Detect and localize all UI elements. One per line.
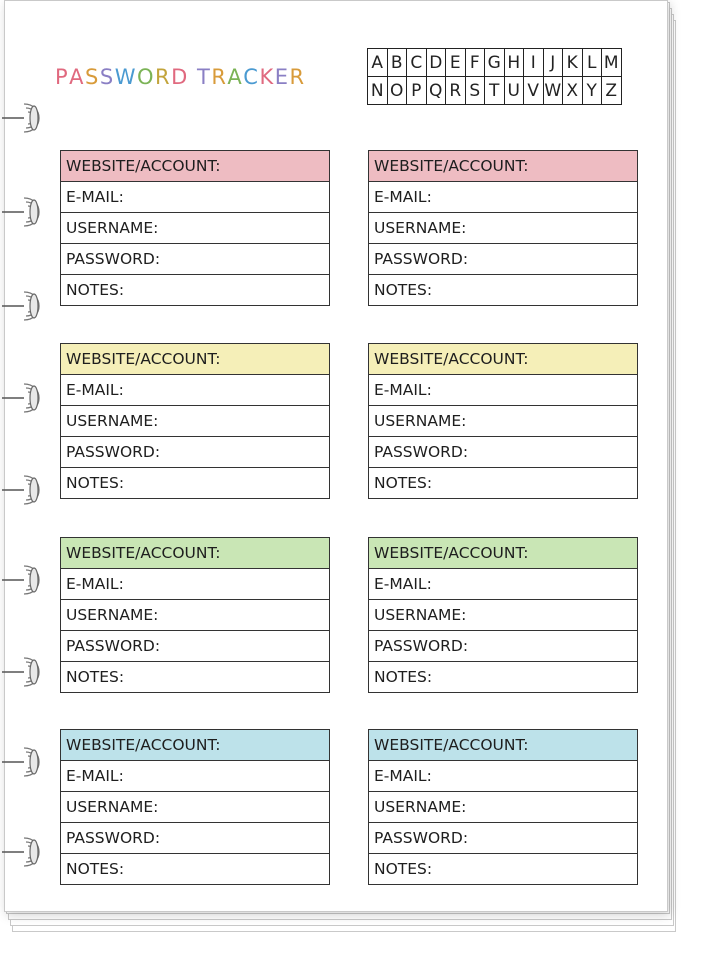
alphabet-letter: G (485, 49, 505, 77)
title-letter: D (171, 65, 189, 89)
alphabet-letter: T (485, 77, 505, 105)
title-letter: C (243, 65, 260, 89)
password-entry-card (60, 150, 330, 306)
alphabet-letter: O (387, 77, 407, 105)
alphabet-letter: S (465, 77, 485, 105)
alphabet-letter: E (446, 49, 466, 77)
alphabet-letter: X (563, 77, 583, 105)
binder-ring-icon (0, 98, 48, 138)
email-field[interactable]: E-MAIL: (61, 568, 329, 599)
username-field[interactable]: USERNAME: (61, 212, 329, 243)
notes-field[interactable]: NOTES: (369, 853, 637, 884)
username-field[interactable]: USERNAME: (369, 599, 637, 630)
password-field[interactable]: PASSWORD: (369, 436, 637, 467)
title-letter: K (259, 65, 275, 89)
password-entry-card (60, 537, 330, 693)
alphabet-letter: C (407, 49, 427, 77)
page-title (55, 62, 306, 92)
alphabet-letter: M (602, 49, 622, 77)
password-entry-card (60, 343, 330, 499)
title-letter: R (155, 65, 172, 89)
website-field[interactable]: WEBSITE/ACCOUNT: (369, 344, 637, 374)
binder-ring-icon (0, 742, 48, 782)
alphabet-letter: F (465, 49, 485, 77)
password-entry-card (368, 343, 638, 499)
alphabet-letter: W (543, 77, 563, 105)
password-field[interactable]: PASSWORD: (61, 630, 329, 661)
notes-field[interactable]: NOTES: (61, 661, 329, 692)
binder-ring-icon (0, 652, 48, 692)
password-entry-card (368, 537, 638, 693)
website-field[interactable]: WEBSITE/ACCOUNT: (61, 538, 329, 568)
alphabet-letter: P (407, 77, 427, 105)
username-field[interactable]: USERNAME: (369, 791, 637, 822)
binder-ring-icon (0, 286, 48, 326)
email-field[interactable]: E-MAIL: (369, 181, 637, 212)
alphabet-letter: D (426, 49, 446, 77)
binder-ring-icon (0, 192, 48, 232)
notes-field[interactable]: NOTES: (61, 467, 329, 498)
title-letter: A (227, 65, 244, 89)
title-letter: E (274, 65, 290, 89)
alphabet-letter: Z (602, 77, 622, 105)
alphabet-letter: I (524, 49, 544, 77)
alphabet-index (367, 48, 622, 105)
title-letter (189, 62, 197, 92)
username-field[interactable]: USERNAME: (369, 212, 637, 243)
username-field[interactable]: USERNAME: (61, 599, 329, 630)
alphabet-letter: L (582, 49, 602, 77)
title-letter: W (114, 65, 137, 89)
email-field[interactable]: E-MAIL: (61, 374, 329, 405)
alphabet-row-2 (368, 77, 622, 105)
website-field[interactable]: WEBSITE/ACCOUNT: (369, 151, 637, 181)
alphabet-letter: J (543, 49, 563, 77)
email-field[interactable]: E-MAIL: (61, 181, 329, 212)
alphabet-letter: A (368, 49, 388, 77)
title-letter: S (99, 65, 115, 89)
username-field[interactable]: USERNAME: (61, 405, 329, 436)
alphabet-letter: Y (582, 77, 602, 105)
notes-field[interactable]: NOTES: (61, 274, 329, 305)
notes-field[interactable]: NOTES: (369, 274, 637, 305)
website-field[interactable]: WEBSITE/ACCOUNT: (369, 538, 637, 568)
title-letter: R (289, 65, 306, 89)
title-letter: O (137, 65, 156, 89)
notes-field[interactable]: NOTES: (61, 853, 329, 884)
title-letter: A (69, 65, 86, 89)
password-field[interactable]: PASSWORD: (61, 822, 329, 853)
binder-ring-icon (0, 378, 48, 418)
title-letter: P (55, 65, 70, 89)
title-letter: T (196, 65, 212, 89)
alphabet-letter: Q (426, 77, 446, 105)
alphabet-letter: B (387, 49, 407, 77)
email-field[interactable]: E-MAIL: (369, 568, 637, 599)
alphabet-letter: V (524, 77, 544, 105)
alphabet-letter: R (446, 77, 466, 105)
alphabet-row-1 (368, 49, 622, 77)
notes-field[interactable]: NOTES: (369, 661, 637, 692)
notes-field[interactable]: NOTES: (369, 467, 637, 498)
binder-ring-icon (0, 560, 48, 600)
alphabet-letter: N (368, 77, 388, 105)
email-field[interactable]: E-MAIL: (369, 760, 637, 791)
website-field[interactable]: WEBSITE/ACCOUNT: (61, 344, 329, 374)
alphabet-letter: H (504, 49, 524, 77)
password-field[interactable]: PASSWORD: (61, 436, 329, 467)
alphabet-letter: K (563, 49, 583, 77)
title-letter: R (211, 65, 228, 89)
email-field[interactable]: E-MAIL: (61, 760, 329, 791)
password-field[interactable]: PASSWORD: (61, 243, 329, 274)
username-field[interactable]: USERNAME: (61, 791, 329, 822)
alphabet-letter: U (504, 77, 524, 105)
password-field[interactable]: PASSWORD: (369, 630, 637, 661)
password-field[interactable]: PASSWORD: (369, 822, 637, 853)
title-letter: S (85, 65, 100, 89)
website-field[interactable]: WEBSITE/ACCOUNT: (61, 730, 329, 760)
binder-ring-icon (0, 832, 48, 872)
website-field[interactable]: WEBSITE/ACCOUNT: (61, 151, 329, 181)
website-field[interactable]: WEBSITE/ACCOUNT: (369, 730, 637, 760)
email-field[interactable]: E-MAIL: (369, 374, 637, 405)
password-field[interactable]: PASSWORD: (369, 243, 637, 274)
password-entry-card (60, 729, 330, 885)
password-entry-card (368, 729, 638, 885)
password-entry-card (368, 150, 638, 306)
username-field[interactable]: USERNAME: (369, 405, 637, 436)
binder-ring-icon (0, 470, 48, 510)
